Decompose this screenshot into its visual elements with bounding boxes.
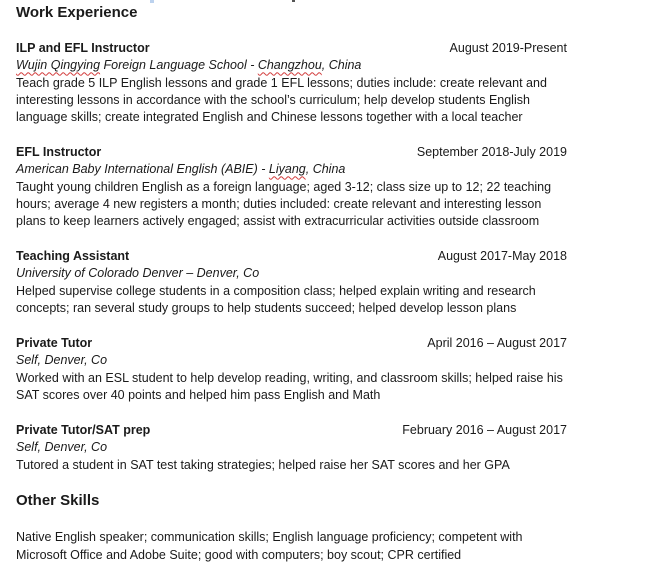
org-text: , China [321, 58, 362, 73]
job-organization: Self, Denver, Co [16, 440, 108, 455]
job-entry [16, 422, 567, 474]
job-organization: Self, Denver, Co [16, 353, 108, 368]
job-title: EFL Instructor [16, 145, 102, 159]
selection-fragment [150, 0, 154, 3]
job-title: ILP and EFL Instructor [16, 41, 150, 55]
job-description: Worked with an ESL student to help develop reading, writing, and classroom skills; helped raise his SAT scores over 40 points and helped him pass English and Math [16, 370, 563, 402]
org-text: , China [305, 162, 346, 177]
job-dates: August 2017-May 2018 [437, 249, 567, 263]
spellcheck-word: Changzhou [257, 58, 322, 73]
job-title: Private Tutor/SAT prep [16, 423, 151, 437]
job-description: Tutored a student in SAT test taking strategies; helped raise her SAT scores and her GPA [16, 457, 510, 472]
spellcheck-word: Liyang [268, 162, 306, 177]
job-description: Teach grade 5 ILP English lessons and grade 1 EFL lessons; duties include: create relevant and interesting lessons in accordance with the school’s curriculum; help develop students English language skills; create integrated English and Chinese lessons together with a local teacher [16, 75, 547, 125]
job-dates: February 2016 – August 2017 [402, 423, 567, 437]
spellcheck-word: Wujin Qingying [16, 58, 101, 73]
job-title: Private Tutor [16, 336, 93, 350]
job-organization [16, 161, 567, 178]
work-experience-heading: Work Experience [16, 4, 138, 21]
job-dates: August 2019-Present [449, 41, 567, 55]
job-entry [16, 144, 567, 230]
job-entry [16, 248, 567, 317]
job-dates: April 2016 – August 2017 [427, 336, 567, 350]
cropped-glyph [292, 0, 295, 2]
job-organization [16, 57, 567, 74]
job-dates: September 2018-July 2019 [416, 145, 567, 159]
job-entry [16, 335, 567, 404]
skills-text: Native English speaker; communication skills; English language proficiency; competent with Microsoft Office and Adobe Suite; good with computers; boy scout; CPR certified [16, 530, 523, 562]
job-description: Taught young children English as a foreign language; aged 3-12; class size up to 12; 22 teaching hours; average 4 new registers a month; duties included: create relevant and interesting lesson plans to keep learners actively engaged; assist with extracurricular activities outside classroom [16, 179, 552, 229]
job-entry [16, 40, 567, 126]
job-title: Teaching Assistant [16, 249, 130, 263]
org-text: Foreign Language School - [100, 58, 258, 73]
job-organization: University of Colorado Denver – Denver, Co [16, 266, 260, 281]
org-text: American Baby International English (ABIE) - [16, 162, 269, 177]
other-skills-heading: Other Skills [16, 492, 100, 509]
job-description: Helped supervise college students in a composition class; helped explain writing and research concepts; ran several study groups to help students succeed; helped develop lesson plans [16, 283, 536, 315]
